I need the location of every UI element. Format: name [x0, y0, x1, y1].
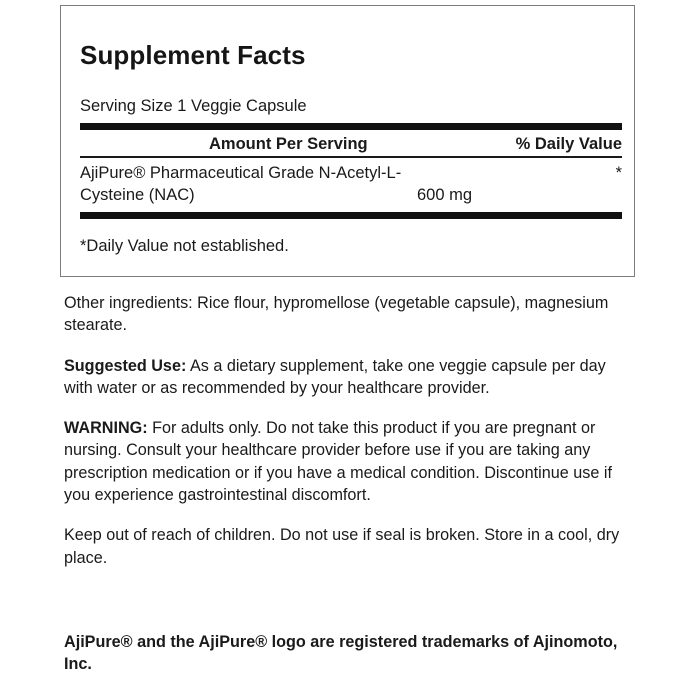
table-rule-thin	[80, 156, 622, 158]
serving-size-text: Serving Size 1 Veggie Capsule	[80, 97, 307, 115]
layout-spacer	[64, 569, 626, 631]
suggested-use-paragraph	[64, 355, 626, 400]
other-ingredients-paragraph: Other ingredients: Rice flour, hypromellose (vegetable capsule), magnesium stearate.	[64, 294, 609, 335]
table-row	[80, 162, 622, 210]
ingredient-name-line2: Cysteine (NAC)	[80, 186, 195, 204]
label-body-copy	[64, 292, 626, 676]
suggested-use-text: As a dietary supplement, take one veggie capsule per day with water or as recommended by your healthcare provider.	[64, 356, 606, 397]
supplement-facts-panel	[60, 5, 635, 277]
storage-paragraph: Keep out of reach of children. Do not use if seal is broken. Store in a cool, dry place.	[64, 526, 620, 567]
supplement-facts-inner	[80, 6, 620, 276]
warning-paragraph	[64, 417, 626, 506]
warning-label: WARNING:	[64, 419, 148, 438]
daily-value-footnote: *Daily Value not established.	[80, 237, 289, 255]
ingredient-amount: 600 mg	[417, 186, 473, 204]
ingredient-daily-value: *	[615, 164, 622, 182]
trademark-paragraph: AjiPure® and the AjiPure® logo are registered trademarks of Ajinomoto, Inc.	[64, 632, 618, 674]
warning-text: For adults only. Do not take this product if you are pregnant or nursing. Consult your healthcare provider before use if you are taking any prescription medication or if you have a medical condition. Discontinue use if you experience gastrointestinal discomfort.	[64, 419, 612, 505]
table-column-headers	[80, 134, 622, 154]
table-rule-heavy-top	[80, 123, 622, 130]
column-header-daily-value: % Daily Value	[515, 135, 622, 153]
ingredient-name-line1: AjiPure® Pharmaceutical Grade N-Acetyl-L-	[80, 164, 402, 182]
page-title: Supplement Facts	[80, 40, 306, 70]
suggested-use-label: Suggested Use:	[64, 356, 187, 375]
column-header-amount-per-serving: Amount Per Serving	[209, 135, 368, 153]
table-rule-heavy-bottom	[80, 212, 622, 219]
